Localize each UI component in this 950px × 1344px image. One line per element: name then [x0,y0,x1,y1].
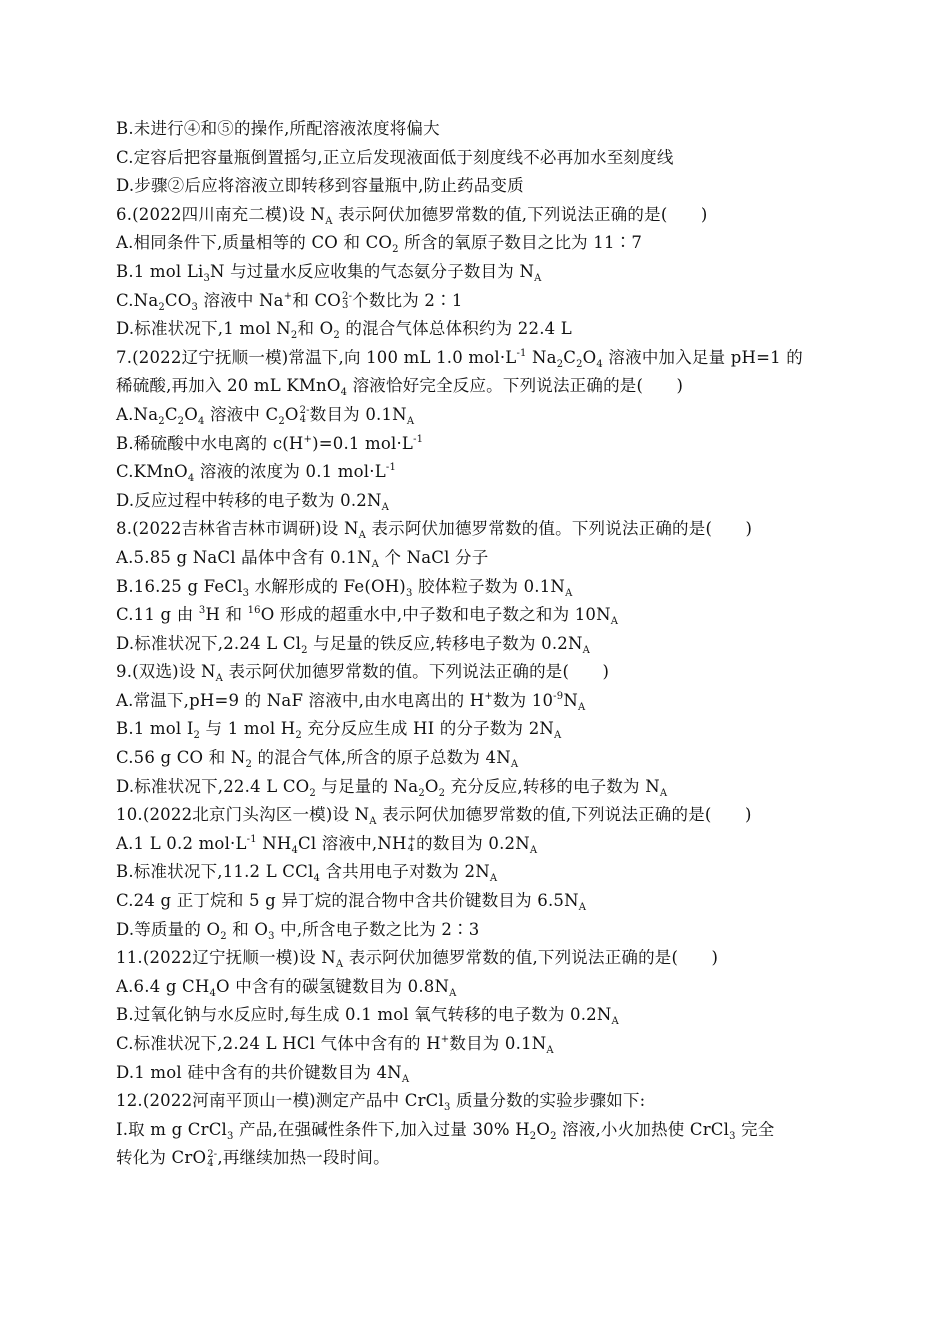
text-line: 转化为 CrO 2- 4 ,再继续加热一段时间。 [116,1148,390,1169]
answer-option: C.标准状况下,2.24 L HCl 气体中含有的 H+数目为 $0.1N_A$ [116,1034,554,1056]
answer-option: A.5.85 g NaCl 晶体中含有 $0.1N_A$ 个 NaCl 分子 [116,547,489,570]
answer-option: D.反应过程中转移的电子数为 $0.2N_A$ [116,490,390,513]
text-line: Ⅰ.取 m g CrCl$_3$ 产品,在强碱性条件下,加入过量 30% $H_2O_2$ 溶液,小火加热使 CrCl$_3$ 完全 [116,1119,775,1142]
answer-option: B.1 mol $I_2$ 与 1 mol $H_2$ 充分反应生成 HI 的分子数为 $2N_A$ [116,719,562,742]
question-content [116,115,836,1173]
answer-option: D.等质量的 $O_2$ 和 $O_3$ 中,所含电子数之比为 2∶3 [116,919,480,942]
question-stem: 7.(2022辽宁抚顺一模)常温下,向 100 mL 1.0 $mol\cdot L^{-1}$ $Na_2C_2O_4$ 溶液中加入足量 pH=1 的 [116,347,803,370]
question-stem: 12.(2022河南平顶山一模)测定产品中 CrCl$_3$ 质量分数的实验步骤如下: [116,1091,646,1114]
answer-option: B.标准状况下,11.2 L CCl$_4$ 含共用电子对数为 $2N_A$ [116,862,498,885]
answer-option: A.1 L 0.2 $mol\cdot L^{-1}$ $NH_4Cl$ 溶液中,NH + 4 的数目为 $0.2N_A$ [116,833,538,856]
answer-option: B.过氧化钠与水反应时,每生成 0.1 mol 氧气转移的电子数为 $0.2N_A$ [116,1005,619,1028]
answer-option: A.相同条件下,质量相等的 CO 和 $CO_2$ 所含的氧原子数目之比为 11∶7 [116,233,643,256]
answer-option: B.16.25 g FeCl$_3$ 水解形成的 $Fe(OH)_3$ 胶体粒子数为 $0.1N_A$ [116,576,573,599]
answer-option: C.KMnO$_4$ 溶液的浓度为 0.1 $mol\cdot L^{-1}$ [116,462,397,485]
answer-option: B.稀硫酸中水电离的 c(H+)=0.1 $mol\cdot L^{-1}$ [116,433,424,453]
question-stem: 10.(2022北京门头沟区一模)设 $N_A$ 表示阿伏加德罗常数的值,下列说法正确的是( ) [116,805,752,828]
answer-option: $A.Na_2C_2O_4$ 溶液中 $C_2O$ 2- 4 数目为 $0.1N_A$ [116,404,415,427]
answer-option: D.1 mol 硅中含有的共价键数目为 $4N_A$ [116,1062,410,1085]
answer-option: $C.Na_2CO_3$ 溶液中 Na+和 CO 2- 3 个数比为 2∶1 [116,290,463,313]
answer-option: C.24 g 正丁烷和 5 g 异丁烷的混合物中含共价键数目为 $6.5N_A$ [116,891,587,914]
answer-option: D.标准状况下,1 mol $N_2$和 $O_2$ 的混合气体总体积约为 22.4 L [116,319,572,342]
question-stem: 9.(双选)设 $N_A$ 表示阿伏加德罗常数的值。下列说法正确的是( ) [116,662,610,685]
question-stem: 6.(2022四川南充二模)设 $N_A$ 表示阿伏加德罗常数的值,下列说法正确的是( ) [116,204,708,227]
answer-option: B.1 mol $Li_3N$ 与过量水反应收集的气态氨分子数目为 $N_A$ [116,261,542,284]
answer-option: A.常温下,pH=9 的 NaF 溶液中,由水电离出的 H+数为 $10^{-9}N_A$ [116,690,586,713]
answer-option: D.标准状况下,22.4 L $CO_2$ 与足量的 $Na_2O_2$ 充分反应,转移的电子数为 $N_A$ [116,776,668,799]
answer-option: C.56 g CO 和 $N_2$ 的混合气体,所含的原子总数为 $4N_A$ [116,748,519,771]
question-stem: 11.(2022辽宁抚顺一模)设 $N_A$ 表示阿伏加德罗常数的值,下列说法正确的是( ) [116,948,719,971]
question-stem: 8.(2022吉林省吉林市调研)设 $N_A$ 表示阿伏加德罗常数的值。下列说法正确的是( ) [116,519,753,542]
text-line: 稀硫酸,再加入 20 mL KMnO$_4$ 溶液恰好完全反应。下列说法正确的是( ) [116,376,684,399]
answer-option: C.11 g 由 $^3$H 和 $^{16}$O 形成的超重水中,中子数和电子数之和为 $10N_A$ [116,605,619,628]
answer-option: A.6.4 g $CH_4O$ 中含有的碳氢键数目为 $0.8N_A$ [116,976,457,999]
answer-option: D.步骤②后应将溶液立即转移到容量瓶中,防止药品变质 [116,176,524,196]
answer-option: C.定容后把容量瓶倒置摇匀,正立后发现液面低于刻度线不必再加水至刻度线 [116,147,674,167]
answer-option: D.标准状况下,2.24 L $Cl_2$ 与足量的铁反应,转移电子数为 $0.2N_A$ [116,633,591,656]
answer-option: B.未进行④和⑤的操作,所配溶液浓度将偏大 [116,119,440,138]
